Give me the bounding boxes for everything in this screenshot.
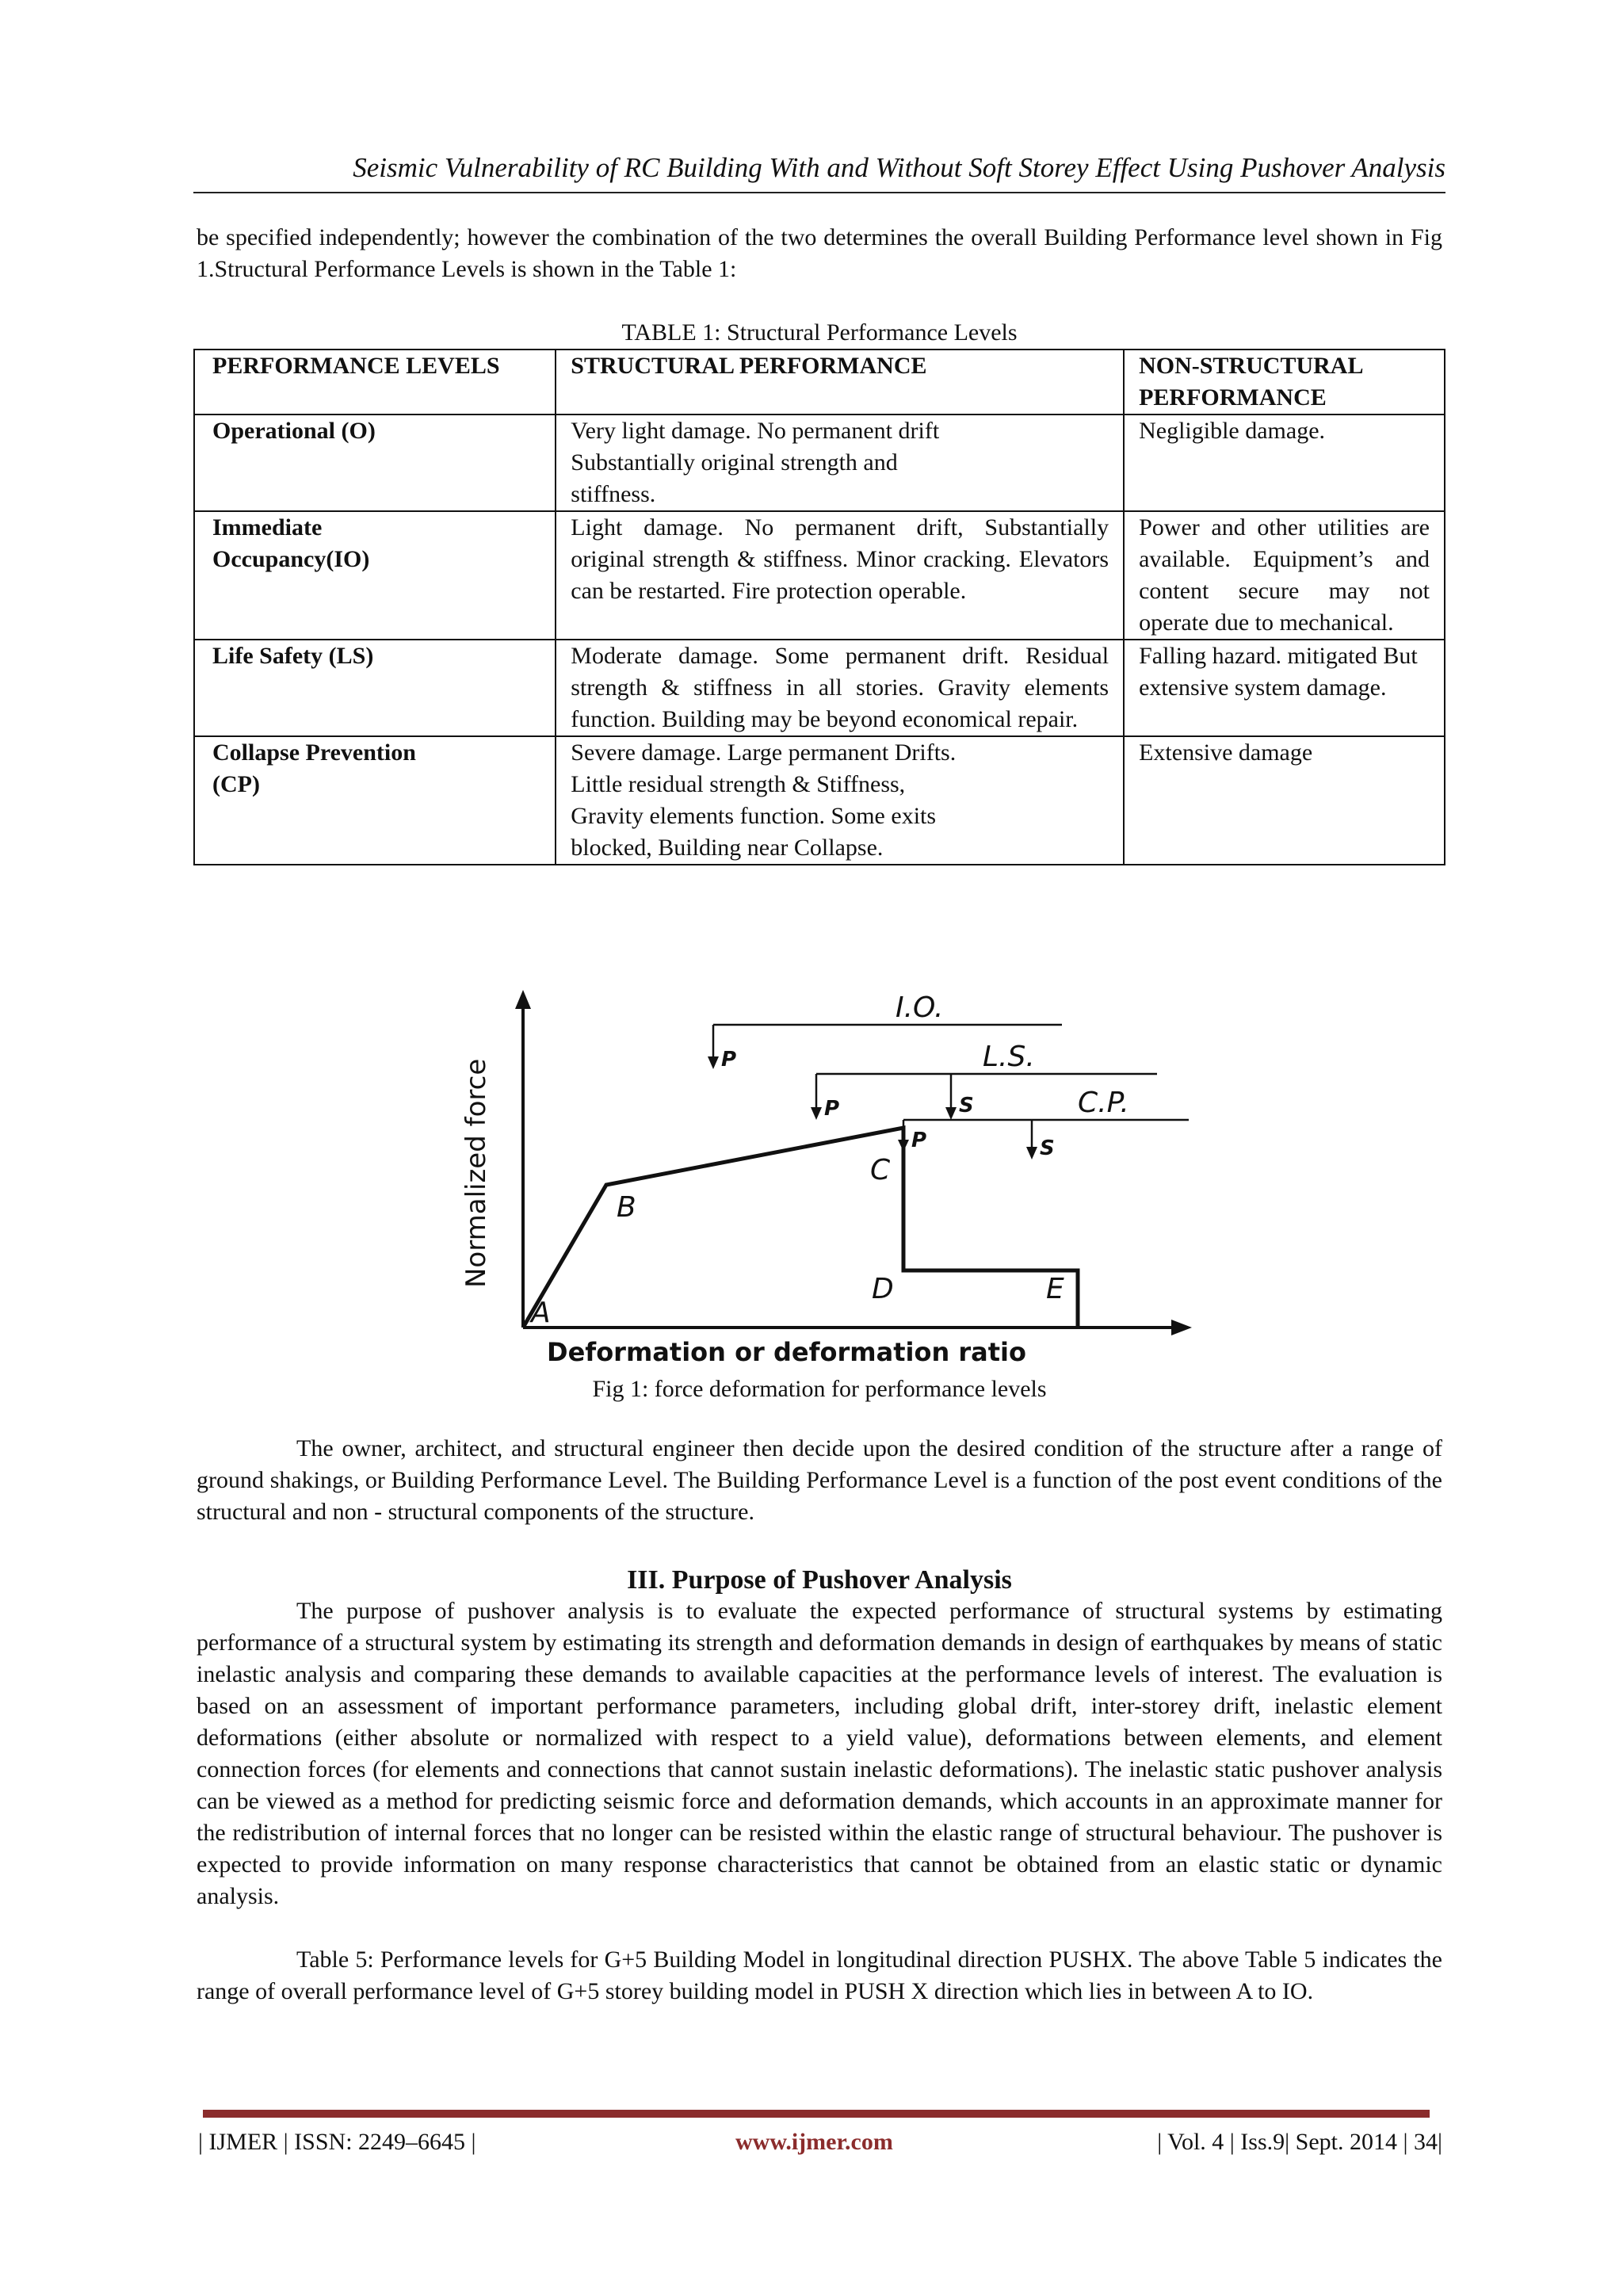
y-axis-title: Normalized force: [460, 1058, 492, 1288]
x-axis-arrow-icon: [1171, 1320, 1192, 1335]
point-d-label: D: [872, 1273, 894, 1305]
ls-p-label: P: [824, 1097, 840, 1121]
intro-paragraph: be specified independently; however the combination of the two determines the overall Building Performance level shown in Fig 1.Structural Performance Levels is shown in the Table 1:: [197, 224, 1442, 282]
header-structural-performance: STRUCTURAL PERFORMANCE: [556, 350, 1124, 415]
body-paragraph: The purpose of pushover analysis is to evaluate the expected performance of structural systems by estimating performance of a structural system by estimating its strength and deformation demands in design of earthquakes by means of static inelastic analysis and comparing these demands to available capacities at the performance levels of interest. The evaluation is based on an assessment of important performance parameters, including global drift, inter-storey drift, inelastic element deformations (either absolute or normalized with respect to a yield value), deformations between elements, and element connection forces (for elements and connections that cannot sustain inelastic deformations). The inelastic static pushover analysis can be viewed as a method for predicting seismic force and deformation demands, which accounts in an approximate manner for the redistribution of internal forces that no longer can be resisted within the elastic range of structural behaviour. The pushover is expected to provide information on many response characteristics that cannot be obtained from an elastic static or dynamic analysis.: [197, 1598, 1442, 1909]
footer-volume-page: | Vol. 4 | Iss.9| Sept. 2014 | 34|: [1157, 2129, 1442, 2155]
structural-cell: Very light damage. No permanent drift Substantially original strength and stiffness.: [556, 415, 1124, 511]
ls-s-arrow-icon: [945, 1107, 957, 1120]
structural-cell: Severe damage. Large permanent Drifts. Little residual strength & Stiffness, Gravity elements function. Some exits blocked, Building near Collapse.: [556, 736, 1124, 865]
header-nonstructural-performance: NON-STRUCTURAL PERFORMANCE: [1124, 350, 1445, 415]
cp-level-label: C.P.: [1078, 1087, 1129, 1119]
point-a-label: A: [531, 1297, 551, 1329]
footer-journal-info: | IJMER | ISSN: 2249–6645 |: [198, 2129, 476, 2155]
body-paragraph: Table 5: Performance levels for G+5 Building Model in longitudinal direction PUSHX. The above Table 5 indicates the range of overall performance level of G+5 storey building model in PUSH X direction which lies in between A to IO.: [197, 1946, 1442, 2004]
running-header: Seismic Vulnerability of RC Building With and Without Soft Storey Effect Using Pushover Analysis: [353, 152, 1445, 183]
cp-s-arrow-icon: [1026, 1147, 1037, 1159]
force-deformation-figure: [444, 987, 1205, 1367]
table-row: [194, 415, 1445, 511]
header-rule: [193, 192, 1445, 193]
x-axis-title: Deformation or deformation ratio: [547, 1337, 1026, 1367]
nonstructural-cell: Extensive damage: [1124, 736, 1445, 865]
point-e-label: E: [1046, 1273, 1064, 1305]
cp-s-label: S: [1040, 1137, 1055, 1160]
ls-level-label: L.S.: [983, 1041, 1035, 1073]
cp-p-arrow-icon: [898, 1140, 909, 1152]
performance-table: [193, 349, 1445, 865]
footer-rule: [203, 2110, 1430, 2118]
level-cell: Collapse Prevention (CP): [194, 736, 556, 865]
cp-p-label: P: [911, 1129, 927, 1152]
level-cell: Immediate Occupancy(IO): [194, 511, 556, 640]
y-axis-arrow-icon: [515, 990, 531, 1009]
io-level-label: I.O.: [896, 991, 944, 1024]
footer-website-link[interactable]: www.ijmer.com: [735, 2129, 893, 2155]
nonstructural-cell: Negligible damage.: [1124, 415, 1445, 511]
section-title: III. Purpose of Pushover Analysis: [627, 1565, 1012, 1595]
ls-p-arrow-icon: [811, 1107, 822, 1120]
point-b-label: B: [617, 1191, 636, 1224]
body-paragraph: The owner, architect, and structural engineer then decide upon the desired condition of the structure after a range of ground shakings, or Building Performance Level. The Building Performance Level is a function of the post event conditions of the structural and non - structural components of the structure.: [197, 1435, 1442, 1525]
ls-s-label: S: [959, 1094, 974, 1117]
table-row: [194, 640, 1445, 736]
table-row: [194, 736, 1445, 865]
table-header-row: [194, 350, 1445, 415]
table-caption: TABLE 1: Structural Performance Levels: [621, 319, 1018, 346]
backbone-curve: [523, 1128, 1078, 1328]
point-c-label: C: [870, 1154, 891, 1186]
figure-caption: Fig 1: force deformation for performance levels: [592, 1376, 1047, 1402]
io-p-arrow-icon: [708, 1056, 719, 1069]
structural-cell: Light damage. No permanent drift, Substantially original strength & stiffness. Minor cracking. Elevators can be restarted. Fire protection operable.: [556, 511, 1124, 640]
level-cell: Operational (O): [194, 415, 556, 511]
nonstructural-cell: Power and other utilities are available. Equipment’s and content secure may not operate due to mechanical.: [1124, 511, 1445, 640]
table-row: [194, 511, 1445, 640]
structural-cell: Moderate damage. Some permanent drift. Residual strength & stiffness in all stories. Gravity elements function. Building may be beyond economical repair.: [556, 640, 1124, 736]
level-cell: Life Safety (LS): [194, 640, 556, 736]
io-p-label: P: [721, 1048, 737, 1072]
header-performance-levels: PERFORMANCE LEVELS: [194, 350, 556, 415]
nonstructural-cell: Falling hazard. mitigated But extensive system damage.: [1124, 640, 1445, 736]
